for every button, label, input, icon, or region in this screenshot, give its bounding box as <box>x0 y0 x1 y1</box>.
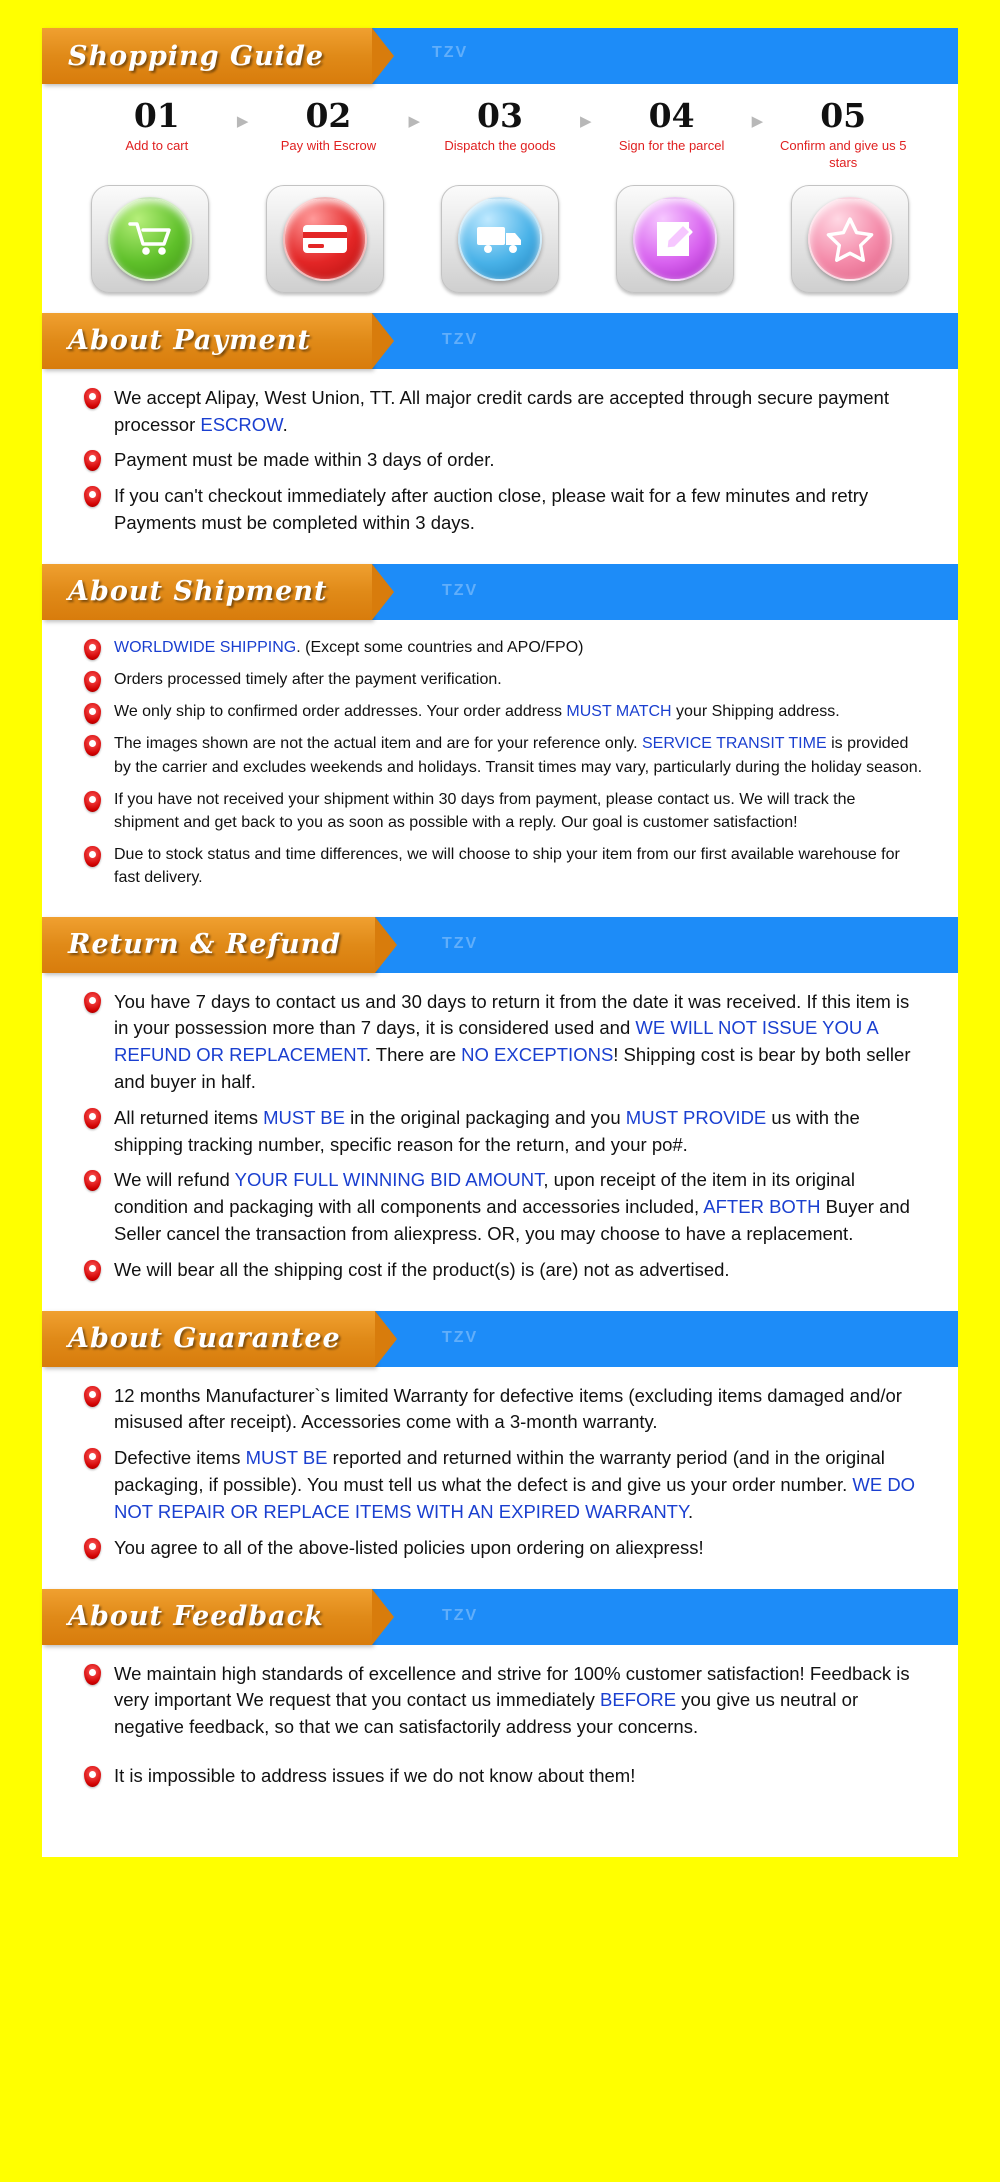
return-item-2-text: All returned items MUST BE in the original packaging and you MUST PROVIDE us with the shipping tracking number, specific reason for the return, and your po#. <box>114 1106 860 1155</box>
list-item <box>76 447 924 474</box>
feedback-item-1-text: We maintain high standards of excellence and strive for 100% customer satisfaction! Feedback is very important We request that you contact us immediately BEFORE you give us neutral or negative feedback, so that we can satisfactorily address your concerns. <box>114 1662 910 1738</box>
section-title-about-guarantee: About Guarantee <box>68 1323 341 1355</box>
section-title-about-shipment: About Shipment <box>68 576 328 608</box>
emphasis-text: MUST BE <box>245 1447 328 1469</box>
shipment-item-4-text: The images shown are not the actual item and are for your reference only. SERVICE TRANSIT TIME is provided by the carrier and excludes weekends and holidays. Transit times may vary, particularly during the holiday season. <box>114 735 923 776</box>
shipment-item-6-text: Due to stock status and time differences, we will choose to ship your item from our first available warehouse for fast delivery. <box>114 846 900 887</box>
list-item <box>76 483 924 537</box>
shipment-item-5-text: If you have not received your shipment within 30 days from payment, please contact us. We will track the shipment and get back to you as soon as possible with a reply. Our goal is customer satisfaction! <box>114 790 856 831</box>
watermark: TZV <box>442 934 479 952</box>
section-header-about-guarantee <box>42 1311 958 1367</box>
step-caption: Sign for the parcel <box>618 138 725 154</box>
step-02 <box>254 98 404 155</box>
step-icons-row <box>72 171 928 293</box>
return-item-4-text: We will bear all the shipping cost if the product(s) is (are) not as advertised. <box>114 1258 730 1280</box>
step-caption: Confirm and give us 5 stars <box>779 138 907 170</box>
emphasis-text: AFTER BOTH <box>703 1196 821 1218</box>
list-item <box>76 636 924 659</box>
credit-card-icon <box>283 197 367 281</box>
emphasis-text: ESCROW <box>200 413 283 435</box>
section-title-about-feedback: About Feedback <box>68 1601 324 1633</box>
shopping-cart-icon <box>108 197 192 281</box>
shopping-guide-body <box>42 84 958 313</box>
section-header-about-feedback <box>42 1589 958 1645</box>
step-arrow-icon: ▶ <box>408 113 420 130</box>
list-item <box>76 668 924 691</box>
emphasis-text: MUST MATCH <box>566 703 672 721</box>
about-payment-body <box>42 369 958 564</box>
list-item <box>76 989 924 1096</box>
emphasis-text: BEFORE <box>600 1689 677 1711</box>
shipment-item-1-text: WORLDWIDE SHIPPING. (Except some countries and APO/FPO) <box>114 638 584 656</box>
emphasis-text: WORLDWIDE SHIPPING <box>114 638 297 656</box>
list-item <box>76 1105 924 1159</box>
shipment-list <box>76 636 924 890</box>
payment-item-1-text: We accept Alipay, West Union, TT. All major credit cards are accepted through secure payment processor ESCROW. <box>114 386 889 435</box>
list-item <box>76 1383 924 1437</box>
section-header-about-shipment <box>42 564 958 620</box>
ribbon-about-payment <box>42 313 372 369</box>
watermark: TZV <box>442 1606 479 1624</box>
ribbon-about-feedback <box>42 1589 372 1645</box>
step-05 <box>768 98 918 171</box>
step-arrow-icon: ▶ <box>236 113 249 130</box>
section-title-return-refund: Return & Refund <box>68 929 342 961</box>
ribbon-return-refund <box>42 917 375 973</box>
delivery-truck-icon <box>458 197 542 281</box>
list-item <box>76 788 924 834</box>
section-title-shopping-guide: Shopping Guide <box>68 40 325 72</box>
icon-tile-5 <box>786 185 914 293</box>
icon-tile-4 <box>611 185 739 293</box>
list-item <box>76 1661 924 1741</box>
shipment-item-3-text: We only ship to confirmed order addresses. Your order address MUST MATCH your Shipping address. <box>114 703 840 721</box>
list-item <box>76 1535 924 1562</box>
emphasis-text: WE DO NOT REPAIR OR REPLACE ITEMS WITH AN EXPIRED WARRANTY <box>114 1474 916 1522</box>
watermark: TZV <box>432 44 469 61</box>
step-caption: Dispatch the goods <box>444 138 556 154</box>
feedback-list <box>76 1661 924 1790</box>
step-number: 05 <box>820 96 867 135</box>
step-number: 02 <box>305 96 352 135</box>
guarantee-item-2-text: Defective items MUST BE reported and returned within the warranty period (and in the original packaging, if possible). You must tell us what the defect is and give us your order number. WE DO NOT REPAIR OR REPLACE ITEMS WITH AN EXPIRED WARRANTY. <box>114 1447 916 1522</box>
guarantee-item-1-text: 12 months Manufacturer`s limited Warranty for defective items (excluding items damaged and/or misused after receipt). Accessories come with a 3-month warranty. <box>114 1384 902 1433</box>
step-number: 01 <box>133 96 180 135</box>
sign-document-icon <box>633 197 717 281</box>
step-arrow-icon: ▶ <box>751 113 764 130</box>
list-item <box>76 1445 924 1525</box>
icon-tile-3 <box>436 185 564 293</box>
list-item <box>76 1763 924 1790</box>
icon-tile-1 <box>86 185 214 293</box>
icon-tile-2 <box>261 185 389 293</box>
step-01 <box>82 98 232 155</box>
payment-list <box>76 385 924 537</box>
watermark: TZV <box>442 330 479 348</box>
ribbon-about-shipment <box>42 564 372 620</box>
section-header-return-refund <box>42 917 958 973</box>
step-arrow-icon: ▶ <box>580 113 592 130</box>
about-guarantee-body <box>42 1367 958 1589</box>
step-number: 04 <box>648 96 695 135</box>
step-04 <box>597 98 747 155</box>
payment-item-2-text: Payment must be made within 3 days of order. <box>114 449 495 471</box>
ribbon-shopping-guide <box>42 28 372 84</box>
list-item <box>76 1257 924 1284</box>
content-sheet <box>42 28 958 1857</box>
list-item <box>76 843 924 889</box>
emphasis-text: NO EXCEPTIONS <box>461 1044 614 1066</box>
return-list <box>76 989 924 1284</box>
emphasis-text: YOUR FULL WINNING BID AMOUNT <box>234 1169 544 1191</box>
star-rating-icon <box>808 197 892 281</box>
emphasis-text: WE WILL NOT ISSUE YOU A REFUND OR REPLACEMENT <box>114 1017 878 1066</box>
section-header-shopping-guide <box>42 28 958 84</box>
return-refund-body <box>42 973 958 1311</box>
section-header-about-payment <box>42 313 958 369</box>
emphasis-text: MUST PROVIDE <box>625 1106 767 1128</box>
guarantee-item-3-text: You agree to all of the above-listed policies upon ordering on aliexpress! <box>114 1536 704 1558</box>
step-caption: Pay with Escrow <box>280 138 377 154</box>
list-item <box>76 732 924 778</box>
about-feedback-body <box>42 1645 958 1817</box>
step-number: 03 <box>477 96 523 135</box>
list-item <box>76 1167 924 1247</box>
section-title-about-payment: About Payment <box>68 325 311 357</box>
step-caption: Add to cart <box>125 138 189 154</box>
shipment-item-2-text: Orders processed timely after the payment verification. <box>114 671 502 689</box>
ribbon-about-guarantee <box>42 1311 375 1367</box>
step-03 <box>425 98 575 155</box>
list-item <box>76 700 924 723</box>
return-item-1-text: You have 7 days to contact us and 30 days to return it from the date it was received. If this item is in your possession more than 7 days, it is considered used and WE WILL NOT ISSUE YOU A REFUND OR REPLACEMENT. There are NO EXCEPTIONS! Shipping cost is bear by both seller and buyer in half. <box>114 990 911 1092</box>
steps-row <box>72 98 928 171</box>
about-shipment-body <box>42 620 958 917</box>
emphasis-text: SERVICE TRANSIT TIME <box>641 735 827 753</box>
payment-item-3-text: If you can't checkout immediately after auction close, please wait for a few minutes and retry Payments must be completed within 3 days. <box>114 485 869 534</box>
watermark: TZV <box>442 1328 479 1346</box>
watermark: TZV <box>442 581 479 599</box>
guarantee-list <box>76 1383 924 1562</box>
return-item-3-text: We will refund YOUR FULL WINNING BID AMOUNT, upon receipt of the item in its original condition and packaging with all components and accessories included, AFTER BOTH Buyer and Seller cancel the transaction from aliexpress. OR, you may choose to have a replacement. <box>114 1169 910 1245</box>
emphasis-text: MUST BE <box>263 1106 345 1128</box>
feedback-item-2-text: It is impossible to address issues if we do not know about them! <box>114 1764 636 1786</box>
list-item <box>76 385 924 439</box>
